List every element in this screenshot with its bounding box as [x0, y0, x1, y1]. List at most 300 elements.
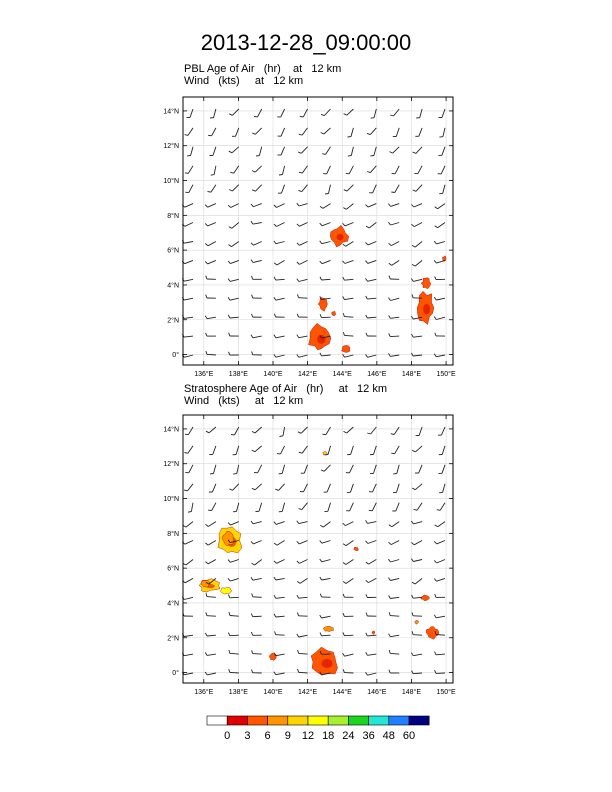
wind-barb-feather: [322, 434, 326, 435]
wind-barb-feather: [299, 134, 302, 135]
wind-barb: [441, 166, 445, 174]
wind-barb: [390, 336, 399, 337]
wind-barb: [417, 503, 422, 511]
wind-barb: [329, 185, 331, 194]
wind-barb: [283, 427, 285, 436]
wind-barb-feather: [280, 436, 284, 437]
wind-barb: [299, 223, 307, 227]
x-tick-label: 144°E: [332, 689, 352, 696]
wind-barb-feather: [251, 260, 253, 263]
wind-barb-feather: [297, 613, 298, 616]
wind-barb: [322, 616, 331, 618]
wind-barb-feather: [251, 541, 253, 544]
wind-barb-feather: [343, 582, 346, 584]
wind-barb-feather: [185, 453, 188, 454]
wind-barb-feather: [389, 333, 391, 336]
wind-barb: [282, 503, 284, 512]
wind-barb-feather: [274, 205, 277, 208]
wind-barb: [368, 242, 376, 245]
wind-barb: [184, 597, 193, 599]
wind-barb: [232, 109, 238, 115]
wind-barb: [322, 355, 331, 356]
wind-barb: [322, 541, 331, 544]
wind-barb-feather: [320, 594, 321, 597]
wind-barb: [302, 185, 308, 192]
wind-barb: [208, 204, 216, 208]
wind-barb-feather: [252, 650, 253, 653]
wind-barb: [344, 635, 353, 636]
wind-barb: [367, 635, 376, 636]
wind-barb: [253, 223, 262, 225]
wind-barb-feather: [297, 634, 299, 637]
wind-barb-feather: [233, 474, 237, 475]
wind-barb-feather: [274, 543, 277, 545]
wind-barb-feather: [412, 543, 415, 545]
x-tick-label: 142°E: [298, 371, 318, 378]
wind-barb: [186, 522, 193, 528]
wind-barb-feather: [228, 205, 231, 207]
wind-barb-feather: [229, 114, 232, 116]
wind-barb: [276, 578, 285, 580]
wind-barb: [282, 465, 284, 474]
wind-barb: [302, 128, 307, 135]
wind-barb: [327, 484, 330, 492]
wind-barb-feather: [343, 244, 346, 246]
wind-barb-feather: [389, 595, 391, 598]
wind-barb-feather: [206, 524, 209, 526]
wind-barb: [254, 242, 262, 246]
wind-barb: [419, 465, 423, 473]
wind-barb: [253, 204, 261, 207]
wind-barb: [281, 109, 285, 117]
wind-barb: [438, 223, 445, 228]
wind-barb-feather: [434, 354, 436, 357]
wind-barb: [442, 109, 445, 118]
age-of-air-patch: [332, 311, 336, 316]
wind-barb: [443, 128, 445, 137]
wind-barb-feather: [297, 279, 299, 282]
wind-barb-feather: [343, 633, 345, 636]
wind-barb-feather: [343, 261, 345, 264]
wind-barb: [212, 128, 216, 136]
wind-barb: [374, 109, 376, 118]
wind-barb: [323, 522, 330, 528]
x-tick-label: 146°E: [367, 689, 387, 696]
wind-barb: [281, 128, 285, 136]
wind-barb: [231, 522, 239, 526]
age-of-air-patch: [426, 627, 439, 640]
wind-barb: [440, 503, 445, 511]
age-of-air-core: [337, 234, 344, 241]
wind-barb: [190, 109, 193, 118]
wind-barb: [211, 185, 216, 193]
wind-barb: [299, 298, 308, 299]
wind-barb: [392, 260, 400, 265]
wind-barb-feather: [366, 333, 367, 336]
wind-barb-feather: [251, 204, 253, 207]
wind-barb: [322, 279, 331, 280]
wind-barb-feather: [344, 114, 347, 116]
wind-barb-feather: [435, 670, 436, 673]
wind-barb-feather: [366, 633, 368, 636]
wind-barb: [367, 298, 376, 299]
wind-barb: [393, 147, 400, 153]
wind-barb-feather: [413, 190, 416, 191]
wind-barb: [350, 503, 354, 511]
wind-barb: [436, 355, 445, 357]
x-tick-label: 136°E: [194, 689, 214, 696]
wind-barb: [304, 484, 308, 492]
wind-barb-feather: [366, 562, 369, 564]
wind-barb: [372, 503, 376, 511]
wind-barb: [370, 128, 376, 135]
wind-barb: [415, 242, 422, 248]
colorbar-label: 60: [402, 730, 416, 742]
wind-barb: [414, 223, 422, 227]
wind-barb: [304, 465, 307, 473]
panel-2-title: Stratosphere Age of Air (hr) at 12 km: [184, 383, 387, 395]
wind-barb: [230, 560, 239, 563]
wind-barb: [299, 522, 308, 524]
wind-barb-feather: [252, 295, 253, 298]
colorbar-label: 24: [342, 730, 355, 742]
wind-barb-feather: [343, 669, 344, 672]
x-tick-label: 140°E: [263, 371, 283, 378]
wind-barb-feather: [343, 563, 346, 565]
wind-barb: [345, 298, 354, 299]
wind-barb: [213, 147, 216, 156]
wind-barb-feather: [344, 431, 347, 433]
wind-barb: [184, 317, 193, 318]
wind-barb-feather: [274, 595, 276, 598]
wind-barb: [185, 260, 193, 263]
wind-barb: [299, 204, 308, 206]
wind-barb: [415, 484, 422, 490]
wind-barb: [276, 298, 285, 300]
wind-barb: [442, 446, 445, 455]
wind-barb-feather: [252, 133, 255, 134]
wind-barb: [346, 204, 353, 210]
wind-barb: [276, 336, 285, 338]
wind-barb: [345, 260, 354, 263]
wind-barb-feather: [320, 559, 322, 562]
wind-barb: [390, 653, 399, 654]
wind-barb-feather: [367, 133, 370, 134]
wind-barb: [368, 260, 377, 263]
wind-barb-feather: [299, 172, 302, 173]
wind-barb: [184, 242, 193, 244]
wind-barb: [184, 355, 193, 357]
wind-barb-feather: [412, 294, 413, 297]
wind-barb: [373, 185, 377, 193]
wind-barb: [413, 336, 422, 337]
wind-barb: [413, 560, 422, 562]
wind-barb: [302, 503, 308, 510]
wind-barb: [368, 673, 377, 675]
x-tick-label: 140°E: [263, 689, 283, 696]
panel-2-subtitle: Wind (kts) at 12 km: [184, 395, 304, 407]
wind-barb: [324, 109, 330, 116]
colorbar-label: 48: [382, 730, 395, 742]
wind-barb: [276, 673, 285, 675]
wind-barb-feather: [299, 452, 302, 453]
wind-barb-feather: [320, 633, 322, 636]
wind-barb-feather: [434, 317, 436, 320]
wind-barb-feather: [229, 190, 232, 192]
wind-barb-feather: [297, 561, 300, 563]
wind-barb-feather: [229, 227, 232, 229]
wind-barb: [209, 427, 216, 433]
wind-barb-feather: [389, 612, 390, 615]
wind-barb: [299, 653, 308, 654]
wind-barb-feather: [435, 207, 438, 209]
wind-barb-feather: [389, 525, 392, 527]
wind-barb: [230, 635, 239, 636]
wind-barb: [322, 223, 330, 226]
wind-barb: [436, 260, 445, 263]
wind-barb: [207, 635, 216, 636]
wind-barb: [299, 336, 308, 338]
wind-barb: [208, 223, 216, 226]
wind-barb-feather: [366, 278, 368, 281]
wind-barb: [367, 522, 376, 524]
wind-barb: [391, 204, 400, 207]
wind-barb-feather: [343, 208, 346, 210]
colorbar-swatch: [268, 716, 288, 725]
wind-barb-feather: [412, 245, 415, 247]
wind-barb-feather: [274, 672, 276, 675]
colorbar-swatch: [409, 716, 429, 725]
wind-barb: [344, 335, 353, 336]
wind-barb: [390, 578, 399, 580]
wind-barb: [374, 465, 377, 474]
wind-barb-feather: [321, 133, 324, 135]
wind-barb: [370, 166, 376, 173]
wind-barb: [328, 503, 331, 512]
wind-barb-feather: [343, 653, 345, 656]
wind-barb-feather: [343, 594, 344, 597]
wind-barb: [253, 597, 262, 598]
wind-barb: [413, 673, 422, 674]
wind-barb-feather: [367, 433, 370, 434]
wind-barb: [277, 560, 285, 564]
wind-barb: [397, 465, 399, 474]
wind-barb: [233, 484, 239, 491]
wind-barb: [208, 260, 216, 264]
colorbar-label: 3: [244, 730, 251, 742]
wind-barb: [420, 109, 422, 118]
colorbar-swatch: [348, 716, 368, 725]
wind-barb-feather: [343, 544, 346, 546]
wind-barb-feather: [388, 298, 390, 301]
wind-barb: [390, 355, 399, 356]
wind-barb: [185, 223, 193, 227]
wind-barb: [300, 260, 308, 264]
wind-barb: [437, 560, 445, 564]
wind-barb: [231, 204, 239, 208]
wind-barb: [300, 578, 307, 583]
wind-barb: [259, 147, 261, 156]
wind-barb: [255, 446, 262, 452]
wind-barb: [351, 147, 353, 156]
wind-barb: [374, 446, 377, 455]
wind-barb-feather: [343, 297, 345, 300]
wind-barb-feather: [320, 615, 322, 618]
wind-barb: [436, 298, 445, 300]
wind-barb: [276, 279, 285, 280]
wind-barb-feather: [205, 562, 208, 564]
x-tick-label: 148°E: [401, 371, 422, 378]
wind-barb: [255, 484, 262, 490]
wind-barb: [351, 128, 353, 137]
wind-barb: [208, 560, 216, 564]
colorbar-swatch: [369, 716, 389, 725]
wind-barb: [256, 185, 262, 192]
x-tick-label: 144°E: [332, 371, 352, 378]
wind-barb-feather: [391, 192, 395, 193]
wind-barb-feather: [274, 297, 276, 300]
wind-barb-feather: [228, 560, 230, 563]
wind-barb: [184, 336, 193, 337]
wind-barb-feather: [230, 172, 233, 173]
wind-barb-feather: [434, 297, 436, 300]
wind-barb-feather: [412, 264, 415, 266]
wind-barb-feather: [228, 595, 229, 598]
wind-barb-feather: [274, 577, 276, 580]
wind-barb-feather: [297, 243, 300, 246]
x-tick-label: 148°E: [401, 689, 422, 696]
wind-barb: [184, 635, 193, 636]
wind-barb: [395, 446, 400, 454]
panel-1-title: PBL Age of Air (hr) at 12 km: [184, 63, 342, 75]
wind-barb: [415, 578, 422, 584]
wind-barb: [368, 578, 376, 582]
colorbar-swatch: [227, 716, 247, 725]
wind-barb-feather: [366, 613, 367, 616]
y-tick-label: 4°N: [167, 600, 179, 608]
wind-barb-feather: [344, 190, 347, 191]
wind-barb-feather: [320, 241, 322, 244]
wind-barb: [324, 128, 331, 134]
wind-barb: [230, 672, 239, 673]
wind-barb: [394, 427, 399, 435]
wind-barb: [230, 279, 239, 281]
wind-barb: [442, 465, 445, 474]
wind-barb: [299, 635, 308, 637]
wind-barb-feather: [297, 541, 299, 544]
wind-barb: [253, 522, 262, 524]
wind-barb-feather: [371, 118, 374, 119]
wind-barb: [212, 503, 216, 511]
wind-barb: [413, 597, 422, 598]
wind-barb: [345, 522, 353, 526]
wind-barb-feather: [251, 243, 254, 245]
wind-barb-feather: [366, 315, 368, 318]
wind-barb: [322, 560, 331, 562]
wind-barb: [350, 484, 353, 493]
wind-barb: [347, 427, 354, 433]
wind-barb-feather: [366, 520, 368, 523]
wind-barb-feather: [366, 541, 368, 544]
wind-barb-feather: [297, 521, 299, 524]
wind-barb-feather: [366, 242, 369, 245]
wind-barb: [391, 223, 400, 226]
wind-barb-feather: [228, 315, 230, 318]
wind-barb: [413, 355, 422, 356]
wind-barb: [232, 223, 239, 229]
wind-barb: [443, 484, 445, 493]
y-tick-label: 8°N: [167, 212, 179, 220]
wind-barb: [437, 578, 446, 581]
wind-barb-feather: [184, 490, 187, 491]
wind-barb-feather: [228, 578, 230, 581]
wind-barb: [301, 427, 307, 433]
wind-barb: [276, 355, 285, 357]
wind-barb-feather: [205, 205, 207, 208]
wind-barb: [207, 673, 216, 675]
wind-barb: [230, 260, 238, 263]
wind-barb-feather: [252, 594, 253, 597]
y-tick-label: 0°: [172, 670, 179, 678]
age-of-air-patch: [324, 626, 334, 631]
wind-barb: [258, 465, 262, 473]
wind-barb-feather: [389, 243, 392, 245]
wind-barb-feather: [275, 489, 278, 490]
wind-barb: [322, 260, 330, 263]
colorbar-swatch: [308, 716, 328, 725]
wind-barb: [185, 578, 193, 582]
wind-barb: [258, 109, 262, 117]
wind-barb-feather: [228, 261, 230, 264]
wind-barb-feather: [185, 173, 188, 174]
wind-barb-feather: [412, 613, 413, 616]
wind-barb: [368, 355, 377, 357]
wind-barb-feather: [366, 296, 368, 299]
wind-barb-feather: [412, 488, 415, 490]
wind-barb: [231, 242, 238, 247]
age-of-air-patch: [269, 653, 276, 660]
wind-barb: [415, 446, 422, 452]
wind-barb-feather: [388, 204, 390, 207]
wind-barb: [281, 446, 285, 454]
wind-barb-feather: [412, 671, 414, 674]
wind-barb-feather: [366, 580, 369, 582]
wind-barb: [283, 166, 285, 175]
panel-1-subtitle: Wind (kts) at 12 km: [184, 75, 304, 87]
colorbar-label: 18: [322, 730, 335, 742]
wind-barb: [347, 185, 353, 191]
colorbar-label: 6: [264, 730, 271, 742]
wind-barb-feather: [343, 523, 346, 525]
wind-barb-feather: [437, 510, 440, 511]
x-tick-label: 150°E: [436, 371, 456, 378]
wind-barb-feather: [366, 205, 369, 208]
wind-barb: [188, 484, 194, 491]
wind-barb: [279, 484, 285, 491]
wind-barb: [255, 560, 262, 566]
wind-barb: [253, 541, 261, 544]
wind-barb: [390, 317, 399, 318]
wind-barb-feather: [412, 631, 413, 634]
wind-barb-feather: [274, 314, 275, 317]
wind-barb-feather: [367, 172, 370, 173]
wind-barb: [188, 166, 193, 174]
x-tick-label: 136°E: [194, 371, 214, 378]
wind-barb: [230, 597, 239, 598]
wind-barb-feather: [391, 453, 394, 454]
wind-barb: [188, 128, 193, 135]
wind-barb: [436, 616, 445, 618]
